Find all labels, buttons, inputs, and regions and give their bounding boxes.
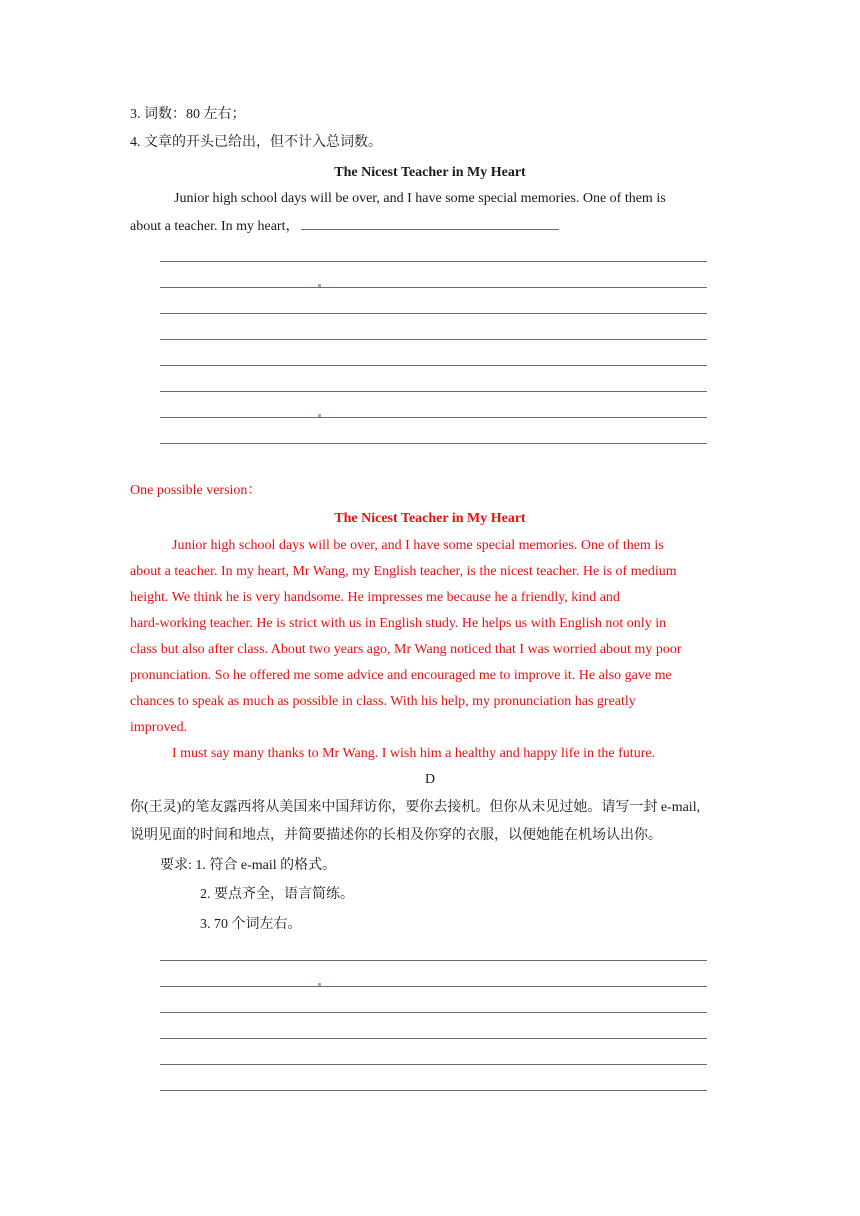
writing-line[interactable] xyxy=(160,1038,707,1039)
requirement-3: 3. 70 个词左右。 xyxy=(200,917,302,932)
writing-line[interactable] xyxy=(160,287,707,288)
answer-line: class but also after class. About two years ago, Mr Wang noticed that I was worried about my poor xyxy=(130,642,682,657)
answer-title: The Nicest Teacher in My Heart xyxy=(334,511,526,526)
answer-line: chances to speak as much as possible in class. With his help, my pronunciation has greatly xyxy=(130,694,636,709)
writing-line[interactable] xyxy=(160,365,707,366)
essay-opening-line-1: Junior high school days will be over, and I have some special memories. One of them is xyxy=(174,191,666,206)
marker-dot xyxy=(318,414,321,417)
writing-blank[interactable] xyxy=(301,217,559,230)
essay-title: The Nicest Teacher in My Heart xyxy=(334,165,526,180)
writing-line[interactable] xyxy=(160,391,707,392)
section-letter: D xyxy=(424,772,436,787)
instruction-item-4: 4. 文章的开头已给出，但不计入总词数。 xyxy=(130,135,382,150)
requirement-2: 2. 要点齐全，语言简练。 xyxy=(200,887,354,902)
essay-opening-text: about a teacher. In my heart， xyxy=(130,219,300,234)
writing-line[interactable] xyxy=(160,339,707,340)
answer-line: height. We think he is very handsome. He impresses me because he a friendly, kind and xyxy=(130,590,620,605)
answer-line: about a teacher. In my heart, Mr Wang, my English teacher, is the nicest teacher. He is of medium xyxy=(130,564,677,579)
writing-line[interactable] xyxy=(160,313,707,314)
answer-line: pronunciation. So he offered me some advice and encouraged me to improve it. He also gave me xyxy=(130,668,672,683)
marker-dot xyxy=(318,284,321,287)
writing-line[interactable] xyxy=(160,960,707,961)
writing-line[interactable] xyxy=(160,261,707,262)
answer-line: Junior high school days will be over, and I have some special memories. One of them is xyxy=(172,538,664,553)
instruction-item-3: 3. 词数：80 左右； xyxy=(130,107,246,122)
writing-line[interactable] xyxy=(160,1064,707,1065)
answer-line: improved. xyxy=(130,720,188,735)
answer-label: One possible version： xyxy=(130,483,262,498)
answer-line: I must say many thanks to Mr Wang. I wish him a healthy and happy life in the future. xyxy=(172,746,656,761)
writing-line[interactable] xyxy=(160,443,707,444)
answer-line: hard-working teacher. He is strict with us in English study. He helps us with English not only in xyxy=(130,616,667,631)
writing-line[interactable] xyxy=(160,986,707,987)
writing-line[interactable] xyxy=(160,1090,707,1091)
essay-opening-line-2 xyxy=(130,217,559,236)
marker-dot xyxy=(318,983,321,986)
prompt-line-2: 说明见面的时间和地点，并简要描述你的长相及你穿的衣服，以便她能在机场认出你。 xyxy=(130,828,662,843)
prompt-line-1: 你(王灵)的笔友露西将从美国来中国拜访你，要你去接机。但你从未见过她。请写一封 e-mail, xyxy=(130,800,701,815)
writing-line[interactable] xyxy=(160,417,707,418)
requirement-1: 要求: 1. 符合 e-mail 的格式。 xyxy=(160,858,337,873)
writing-line[interactable] xyxy=(160,1012,707,1013)
